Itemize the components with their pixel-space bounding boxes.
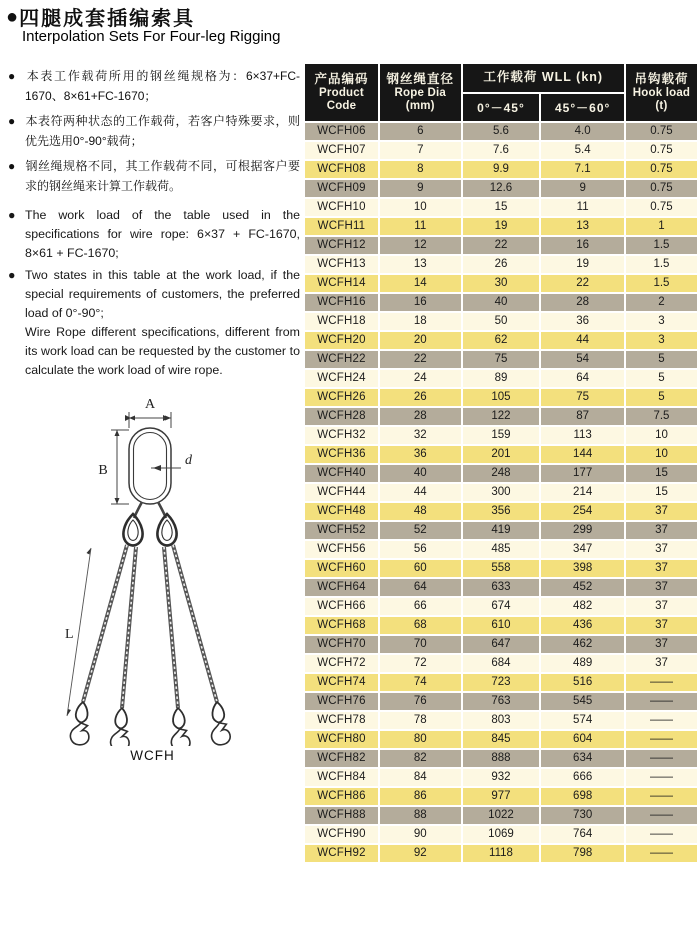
table-row <box>305 503 697 520</box>
product-code-cell: WCFH76 <box>305 693 378 710</box>
hook-load-cell: —— <box>626 712 697 729</box>
table-row <box>305 807 697 824</box>
product-code-cell: WCFH74 <box>305 674 378 691</box>
table-row <box>305 218 697 235</box>
table-row <box>305 180 697 197</box>
wll-0-45-cell: 684 <box>463 655 540 672</box>
page-subtitle: Interpolation Sets For Four-leg Rigging <box>22 28 281 45</box>
rigging-table-body <box>305 123 697 862</box>
product-code-cell: WCFH80 <box>305 731 378 748</box>
rope-dia-cell: 20 <box>380 332 461 349</box>
product-code-cell: WCFH92 <box>305 845 378 862</box>
rope-dia-cell: 72 <box>380 655 461 672</box>
master-link <box>129 428 171 504</box>
rope-dia-cell: 56 <box>380 541 461 558</box>
note-en-text: The work load of the table used in the specifications for wire rope: 6×37 + FC-1670, 8×61 + FC-1670; <box>25 208 300 260</box>
wll-45-60-cell: 28 <box>541 294 624 311</box>
wll-0-45-cell: 485 <box>463 541 540 558</box>
table-row <box>305 199 697 216</box>
wll-45-60-cell: 545 <box>541 693 624 710</box>
hook-load-cell: 37 <box>626 598 697 615</box>
wll-45-60-cell: 764 <box>541 826 624 843</box>
rope-dia-cell: 92 <box>380 845 461 862</box>
wll-0-45-cell: 845 <box>463 731 540 748</box>
wll-45-60-cell: 299 <box>541 522 624 539</box>
wll-45-60-cell: 19 <box>541 256 624 273</box>
wll-45-60-cell: 36 <box>541 313 624 330</box>
hook-load-cell: 37 <box>626 636 697 653</box>
table-row <box>305 484 697 501</box>
rigging-diagram-svg <box>55 386 250 746</box>
hook-load-cell: 1.5 <box>626 237 697 254</box>
wll-0-45-cell: 26 <box>463 256 540 273</box>
dim-label-b: B <box>98 463 108 478</box>
rope-dia-cell: 68 <box>380 617 461 634</box>
product-code-cell: WCFH44 <box>305 484 378 501</box>
table-row <box>305 123 697 140</box>
table-row <box>305 617 697 634</box>
table-row <box>305 731 697 748</box>
wll-0-45-cell: 803 <box>463 712 540 729</box>
rope-dia-cell: 22 <box>380 351 461 368</box>
wll-45-60-cell: 489 <box>541 655 624 672</box>
bullet-icon: ● <box>8 268 16 282</box>
note-en-item <box>8 323 300 380</box>
table-row <box>305 674 697 691</box>
header-wll-45-60: 45°－60° <box>541 94 624 122</box>
rope-dia-cell: 36 <box>380 446 461 463</box>
table-row <box>305 332 697 349</box>
hook-load-cell: 1 <box>626 218 697 235</box>
wll-0-45-cell: 723 <box>463 674 540 691</box>
header-hook-load-en: Hook load <box>632 87 691 99</box>
rope-dia-cell: 9 <box>380 180 461 197</box>
wll-0-45-cell: 356 <box>463 503 540 520</box>
wll-0-45-cell: 19 <box>463 218 540 235</box>
table-row <box>305 788 697 805</box>
note-cn-text: 本表符两种状态的工作载荷，若客户特殊要求，则优先选用0°-90°载荷； <box>25 114 300 148</box>
product-code-cell: WCFH09 <box>305 180 378 197</box>
hook-load-cell: 15 <box>626 465 697 482</box>
page-title-cn: 四腿成套插编索具 <box>19 8 196 30</box>
product-code-cell: WCFH88 <box>305 807 378 824</box>
header-hook-load <box>626 64 697 121</box>
hook-load-cell: 0.75 <box>626 180 697 197</box>
wll-0-45-cell: 419 <box>463 522 540 539</box>
table-row <box>305 256 697 273</box>
note-en-item <box>8 266 300 323</box>
hook-icon <box>70 701 93 746</box>
rope-dia-cell: 28 <box>380 408 461 425</box>
header-product-code-en2: Code <box>326 100 357 112</box>
wll-45-60-cell: 452 <box>541 579 624 596</box>
rope-dia-cell: 14 <box>380 275 461 292</box>
wll-45-60-cell: 16 <box>541 237 624 254</box>
wll-0-45-cell: 1118 <box>463 845 540 862</box>
hook-load-cell: 5 <box>626 389 697 406</box>
table-row <box>305 237 697 254</box>
hook-load-cell: 3 <box>626 332 697 349</box>
header-rope-dia-en: Rope Dia <box>394 87 446 99</box>
wll-45-60-cell: 516 <box>541 674 624 691</box>
hook-load-cell: 37 <box>626 617 697 634</box>
rope-dia-cell: 26 <box>380 389 461 406</box>
hook-load-cell: —— <box>626 693 697 710</box>
hook-load-cell: 3 <box>626 313 697 330</box>
sling-leg <box>122 547 136 708</box>
table-row <box>305 541 697 558</box>
note-en-text: Two states in this table at the work load, if the special requirements of customers, the preferred load of 0°-90°; <box>25 268 300 320</box>
hook-load-cell: 37 <box>626 541 697 558</box>
product-code-cell: WCFH60 <box>305 560 378 577</box>
rope-dia-cell: 70 <box>380 636 461 653</box>
product-code-cell: WCFH48 <box>305 503 378 520</box>
product-code-cell: WCFH32 <box>305 427 378 444</box>
rope-dia-cell: 18 <box>380 313 461 330</box>
table-row <box>305 161 697 178</box>
rope-dia-cell: 13 <box>380 256 461 273</box>
product-code-cell: WCFH36 <box>305 446 378 463</box>
rope-dia-cell: 40 <box>380 465 461 482</box>
rope-dia-cell: 74 <box>380 674 461 691</box>
wll-45-60-cell: 64 <box>541 370 624 387</box>
note-en-text: Wire Rope different specifications, different from its work load can be requested by the customer to calculate the work load of wire rope. <box>25 325 300 377</box>
wll-45-60-cell: 113 <box>541 427 624 444</box>
notes-en <box>8 206 300 380</box>
rope-dia-cell: 84 <box>380 769 461 786</box>
table-row <box>305 313 697 330</box>
table-row <box>305 389 697 406</box>
product-code-cell: WCFH12 <box>305 237 378 254</box>
product-code-cell: WCFH82 <box>305 750 378 767</box>
wll-45-60-cell: 13 <box>541 218 624 235</box>
rope-dia-cell: 86 <box>380 788 461 805</box>
wll-45-60-cell: 666 <box>541 769 624 786</box>
wll-45-60-cell: 11 <box>541 199 624 216</box>
note-cn-item <box>8 111 300 151</box>
wll-0-45-cell: 5.6 <box>463 123 540 140</box>
hook-load-cell: 10 <box>626 427 697 444</box>
rope-dia-cell: 78 <box>380 712 461 729</box>
wll-45-60-cell: 22 <box>541 275 624 292</box>
wll-45-60-cell: 75 <box>541 389 624 406</box>
table-row <box>305 845 697 862</box>
hook-load-cell: 37 <box>626 579 697 596</box>
wll-0-45-cell: 159 <box>463 427 540 444</box>
notes-cn <box>8 66 300 196</box>
sling-leg <box>164 547 178 708</box>
table-row <box>305 294 697 311</box>
spec-table <box>303 62 699 864</box>
table-row <box>305 598 697 615</box>
wll-0-45-cell: 7.6 <box>463 142 540 159</box>
dim-label-a: A <box>144 397 156 412</box>
product-code-cell: WCFH40 <box>305 465 378 482</box>
hook-load-cell: —— <box>626 788 697 805</box>
note-cn-item <box>8 66 300 106</box>
wll-45-60-cell: 214 <box>541 484 624 501</box>
rope-dia-cell: 64 <box>380 579 461 596</box>
product-code-cell: WCFH11 <box>305 218 378 235</box>
table-row <box>305 769 697 786</box>
wll-45-60-cell: 798 <box>541 845 624 862</box>
wll-0-45-cell: 30 <box>463 275 540 292</box>
header-hook-load-unit: (t) <box>655 100 668 112</box>
table-row <box>305 712 697 729</box>
product-code-cell: WCFH20 <box>305 332 378 349</box>
hook-load-cell: 0.75 <box>626 199 697 216</box>
wll-0-45-cell: 1022 <box>463 807 540 824</box>
hook-load-cell: 5 <box>626 351 697 368</box>
header-rope-dia-unit: (mm) <box>405 100 435 112</box>
table-row <box>305 275 697 292</box>
wll-0-45-cell: 122 <box>463 408 540 425</box>
product-code-cell: WCFH68 <box>305 617 378 634</box>
rope-dia-cell: 88 <box>380 807 461 824</box>
wll-0-45-cell: 12.6 <box>463 180 540 197</box>
wll-45-60-cell: 398 <box>541 560 624 577</box>
wll-0-45-cell: 40 <box>463 294 540 311</box>
hook-load-cell: —— <box>626 807 697 824</box>
table-row <box>305 560 697 577</box>
note-cn-text: 钢丝绳规格不同，其工作载荷不同，可根据客户要求的钢丝绳来计算工作载荷。 <box>25 159 300 193</box>
wll-45-60-cell: 87 <box>541 408 624 425</box>
hook-load-cell: 0.75 <box>626 161 697 178</box>
table-row <box>305 370 697 387</box>
rope-dia-cell: 7 <box>380 142 461 159</box>
wll-45-60-cell: 634 <box>541 750 624 767</box>
wll-45-60-cell: 604 <box>541 731 624 748</box>
product-code-cell: WCFH06 <box>305 123 378 140</box>
header-wll-label: 工作载荷 WLL (kn) <box>483 70 604 85</box>
table-row <box>305 351 697 368</box>
wll-0-45-cell: 22 <box>463 237 540 254</box>
bullet-icon: ● <box>8 114 16 128</box>
wll-0-45-cell: 9.9 <box>463 161 540 178</box>
wll-0-45-cell: 647 <box>463 636 540 653</box>
hook-icon <box>208 701 231 746</box>
hook-load-cell: —— <box>626 674 697 691</box>
wll-0-45-cell: 248 <box>463 465 540 482</box>
product-code-cell: WCFH08 <box>305 161 378 178</box>
product-code-cell: WCFH52 <box>305 522 378 539</box>
hook-load-cell: 1.5 <box>626 275 697 292</box>
product-code-cell: WCFH70 <box>305 636 378 653</box>
wll-0-45-cell: 105 <box>463 389 540 406</box>
hook-load-cell: —— <box>626 769 697 786</box>
hook-load-cell: 37 <box>626 522 697 539</box>
dim-label-d: d <box>185 453 192 468</box>
wll-45-60-cell: 698 <box>541 788 624 805</box>
rope-dia-cell: 11 <box>380 218 461 235</box>
rope-dia-cell: 80 <box>380 731 461 748</box>
table-row <box>305 750 697 767</box>
bullet-icon: ● <box>8 208 16 222</box>
hook-load-cell: —— <box>626 731 697 748</box>
product-code-cell: WCFH66 <box>305 598 378 615</box>
product-code-cell: WCFH86 <box>305 788 378 805</box>
thimble <box>123 514 142 546</box>
table-row <box>305 579 697 596</box>
wll-45-60-cell: 254 <box>541 503 624 520</box>
header-product-code-cn: 产品编码 <box>314 72 369 86</box>
table-row <box>305 826 697 843</box>
product-code-cell: WCFH16 <box>305 294 378 311</box>
wll-45-60-cell: 7.1 <box>541 161 624 178</box>
product-code-cell: WCFH26 <box>305 389 378 406</box>
product-code-cell: WCFH22 <box>305 351 378 368</box>
hook-load-cell: 0.75 <box>626 142 697 159</box>
table-row <box>305 446 697 463</box>
header-product-code-en1: Product <box>319 87 364 99</box>
table-row <box>305 522 697 539</box>
wll-0-45-cell: 75 <box>463 351 540 368</box>
table-row <box>305 693 697 710</box>
wll-0-45-cell: 50 <box>463 313 540 330</box>
product-code-cell: WCFH84 <box>305 769 378 786</box>
hook-icon <box>169 707 190 746</box>
product-code-cell: WCFH10 <box>305 199 378 216</box>
rope-dia-cell: 90 <box>380 826 461 843</box>
wll-0-45-cell: 674 <box>463 598 540 615</box>
wll-0-45-cell: 89 <box>463 370 540 387</box>
hook-load-cell: 10 <box>626 446 697 463</box>
rigging-diagram <box>55 386 250 781</box>
table-row <box>305 465 697 482</box>
sling-leg <box>83 545 127 702</box>
hook-icon <box>110 707 131 746</box>
product-code-cell: WCFH72 <box>305 655 378 672</box>
hook-load-cell: 2 <box>626 294 697 311</box>
wll-0-45-cell: 62 <box>463 332 540 349</box>
rope-dia-cell: 8 <box>380 161 461 178</box>
rope-dia-cell: 10 <box>380 199 461 216</box>
wll-0-45-cell: 633 <box>463 579 540 596</box>
table-row <box>305 655 697 672</box>
rope-dia-cell: 48 <box>380 503 461 520</box>
rope-dia-cell: 32 <box>380 427 461 444</box>
hook-load-cell: 7.5 <box>626 408 697 425</box>
wll-45-60-cell: 177 <box>541 465 624 482</box>
wll-45-60-cell: 436 <box>541 617 624 634</box>
hook-load-cell: 0.75 <box>626 123 697 140</box>
spec-table-wrap <box>303 62 699 864</box>
wll-0-45-cell: 558 <box>463 560 540 577</box>
rope-dia-cell: 16 <box>380 294 461 311</box>
wll-0-45-cell: 300 <box>463 484 540 501</box>
hook-load-cell: 1.5 <box>626 256 697 273</box>
product-code-cell: WCFH28 <box>305 408 378 425</box>
product-code-cell: WCFH56 <box>305 541 378 558</box>
wll-45-60-cell: 54 <box>541 351 624 368</box>
wll-0-45-cell: 932 <box>463 769 540 786</box>
table-row <box>305 636 697 653</box>
wll-45-60-cell: 482 <box>541 598 624 615</box>
wll-0-45-cell: 1069 <box>463 826 540 843</box>
wll-45-60-cell: 4.0 <box>541 123 624 140</box>
page-title <box>6 2 195 31</box>
rope-dia-cell: 82 <box>380 750 461 767</box>
header-product-code <box>305 64 378 121</box>
table-header <box>305 64 697 121</box>
thimble <box>157 514 176 546</box>
product-code-cell: WCFH07 <box>305 142 378 159</box>
wll-45-60-cell: 9 <box>541 180 624 197</box>
note-en-item <box>8 206 300 263</box>
product-code-cell: WCFH14 <box>305 275 378 292</box>
hook-load-cell: —— <box>626 826 697 843</box>
wll-0-45-cell: 763 <box>463 693 540 710</box>
wll-45-60-cell: 462 <box>541 636 624 653</box>
rope-dia-cell: 66 <box>380 598 461 615</box>
sling-leg <box>173 545 217 702</box>
table-row <box>305 408 697 425</box>
rope-dia-cell: 6 <box>380 123 461 140</box>
product-code-cell: WCFH78 <box>305 712 378 729</box>
hook-load-cell: —— <box>626 750 697 767</box>
product-code-cell: WCFH18 <box>305 313 378 330</box>
notes-panel <box>8 66 300 383</box>
dim-label-l: L <box>65 627 74 642</box>
wll-0-45-cell: 15 <box>463 199 540 216</box>
hook-load-cell: 37 <box>626 503 697 520</box>
title-bullet-icon: ● <box>6 5 19 28</box>
table-row <box>305 427 697 444</box>
table-row <box>305 142 697 159</box>
rope-dia-cell: 44 <box>380 484 461 501</box>
hook-load-cell: 37 <box>626 560 697 577</box>
hook-load-cell: 37 <box>626 655 697 672</box>
hook-load-cell: 5 <box>626 370 697 387</box>
rope-dia-cell: 12 <box>380 237 461 254</box>
header-rope-dia-cn: 钢丝绳直径 <box>386 72 455 86</box>
product-code-cell: WCFH24 <box>305 370 378 387</box>
wll-45-60-cell: 347 <box>541 541 624 558</box>
wll-0-45-cell: 888 <box>463 750 540 767</box>
header-wll-0-45: 0°－45° <box>463 94 540 122</box>
product-code-cell: WCFH90 <box>305 826 378 843</box>
hook-load-cell: 15 <box>626 484 697 501</box>
bullet-icon: ● <box>8 69 16 83</box>
wll-0-45-cell: 977 <box>463 788 540 805</box>
hook-load-cell: —— <box>626 845 697 862</box>
rope-dia-cell: 60 <box>380 560 461 577</box>
header-rope-dia <box>380 64 461 121</box>
wll-45-60-cell: 574 <box>541 712 624 729</box>
rope-dia-cell: 24 <box>380 370 461 387</box>
diagram-caption: WCFH <box>130 748 175 763</box>
wll-45-60-cell: 44 <box>541 332 624 349</box>
wll-0-45-cell: 201 <box>463 446 540 463</box>
header-hook-load-cn: 吊钩载荷 <box>634 72 689 86</box>
rope-dia-cell: 76 <box>380 693 461 710</box>
wll-45-60-cell: 144 <box>541 446 624 463</box>
wll-45-60-cell: 730 <box>541 807 624 824</box>
bullet-icon: ● <box>8 159 16 173</box>
product-code-cell: WCFH13 <box>305 256 378 273</box>
wll-0-45-cell: 610 <box>463 617 540 634</box>
note-cn-item <box>8 156 300 196</box>
note-cn-text: 本表工作载荷所用的钢丝绳规格为：6×37+FC-1670、8×61+FC-1670； <box>25 69 300 103</box>
product-code-cell: WCFH64 <box>305 579 378 596</box>
rope-dia-cell: 52 <box>380 522 461 539</box>
header-wll <box>463 64 624 92</box>
wll-45-60-cell: 5.4 <box>541 142 624 159</box>
